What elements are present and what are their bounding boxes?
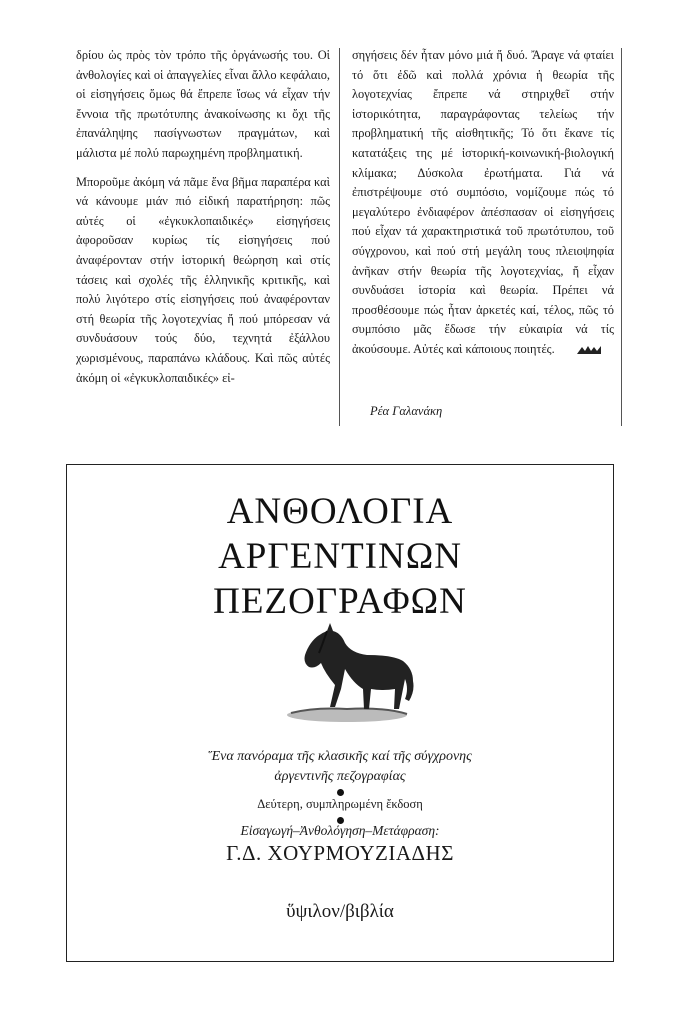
- ad-title-line: ΑΝΘΟΛΟΓΙΑ: [226, 491, 454, 532]
- horse-icon: [275, 617, 425, 727]
- ad-title-line: ΠΕΖΟΓΡΑΦΩΝ: [213, 581, 467, 622]
- paragraph: Μποροῦμε ἀκόμη νά πᾶμε ἕνα βῆμα παραπέρα καὶ νά κάνουμε μιάν πιό εἰδική παρατήρηση: πῶς αὐτές οἱ «ἐγκυκλοπαιδικές» εἰσηγήσεις ἀφοροῦσαν κυρίως τίς εἰσηγήσεις πού ἀναφέρονταν στήν ἱστορική θεώρηση καὶ στίς τάσεις καὶ σχολές τῆς ἑλληνικῆς κριτικῆς, καὶ πολύ λιγότερο στίς εἰσηγήσεις πού ἀναφέρονταν στή θεωρία τῆς λογοτεχνίας ἤ πού μπόρεσαν νά συνδυάσουν τούς δύο, τεχνητά ἐξάλλου χωρισμένους, παραπάνω κλάδους. Καὶ πῶς αὐτές ἀκόμη οἱ «ἐγκυκλοπαιδικές» εἰ-: [76, 174, 330, 385]
- right-edge-rule: [621, 48, 622, 426]
- ad-author: Γ.Δ. ΧΟΥΡΜΟΥΖΙΑΔΗΣ: [226, 841, 454, 865]
- paragraph: δρίου ὡς πρὸς τὸν τρόπο τῆς ὀργάνωσής του. Οἱ ἀνθολογίες καὶ οἱ ἀπαγγελίες εἶναι ἄλλο κεφάλαιο, οἱ εἰσηγήσεις ὅμως θά ἔπρεπε ἴσως νά εἶχαν τήν ἔννοια τῆς πρωτότυπης ἀνακοίνωσης κι ὄχι τῆς ἐπανάληψης πασίγνωστων πραγμάτων, καὶ μάλιστα μέ πολύ παρωχημένη προβληματική.: [76, 48, 330, 160]
- article-right-column: [352, 46, 614, 360]
- ad-publisher: ὕψιλον/βιβλία: [286, 901, 394, 922]
- paragraph: [352, 46, 614, 360]
- ad-credits: Εἰσαγωγή–Ἀνθολόγηση–Μετάφραση:: [240, 823, 440, 838]
- article-left-column: [76, 46, 330, 388]
- ad-title-line: ΑΡΓΕΝΤΙΝΩΝ: [218, 536, 462, 577]
- bullet-dot: [337, 789, 344, 796]
- ad-title: [67, 489, 613, 624]
- article-signature: Ρέα Γαλανάκη: [370, 404, 443, 418]
- ad-subtitle-line: ἀργεντινῆς πεζογραφίας: [274, 769, 406, 784]
- paragraph-text: σηγήσεις δέν ἦταν μόνο μιά ἤ δυό. Ἄραγε νά φταίει τό ὅτι ἐδῶ καὶ πολλά χρόνια ἡ θεωρία τῆς λογοτεχνίας ἔπρεπε νά στηριχθεῖ στήν ἱστορικότητα, παραγράφοντας τελείως τήν προβληματική τῆς αἰσθητικῆς; Τό ὅτι ἔκανε τίς κατατάξεις της μέ ἱστορική-κοινωνική-βιολογική κλίμακα; Δύσκολα ἐρωτήματα. Γιά νά ἐπιστρέψουμε στό συμπόσιο, νομίζουμε πώς τό μεγαλύτερο ἐνδιαφέρον ἀπέσπασαν οἱ εἰσηγήσεις πού εἶχαν τά χαρακτηριστικά τοῦ πρωτότυπου, τοῦ σύγχρονου, καὶ πού στή μεγάλη τους πλειοψηφία ἀνῆκαν στήν θεωρία τῆς λογοτεχνίας, ἤ εἶχαν συνδυάσει ἱστορία καὶ θεωρία. Πρέπει νά προσθέσουμε πώς ἦταν ἀρκετές καί, τέλος, πῶς τό συμπόσιο μᾶς ἔδωσε τήν εὐκαιρία νά τίς ἀκούσουμε. Αὐτές καὶ κάποιους ποιητές.: [352, 48, 614, 356]
- column-divider: [339, 48, 340, 426]
- ad-edition: Δεύτερη, συμπληρωμένη ἔκδοση: [257, 797, 423, 811]
- advertisement-box: [66, 464, 614, 962]
- end-mark-icon: [576, 345, 602, 355]
- ad-subtitle: [67, 747, 613, 798]
- ad-subtitle-line: Ἕνα πανόραμα τῆς κλασικῆς καί τῆς σύγχρονης: [208, 749, 472, 764]
